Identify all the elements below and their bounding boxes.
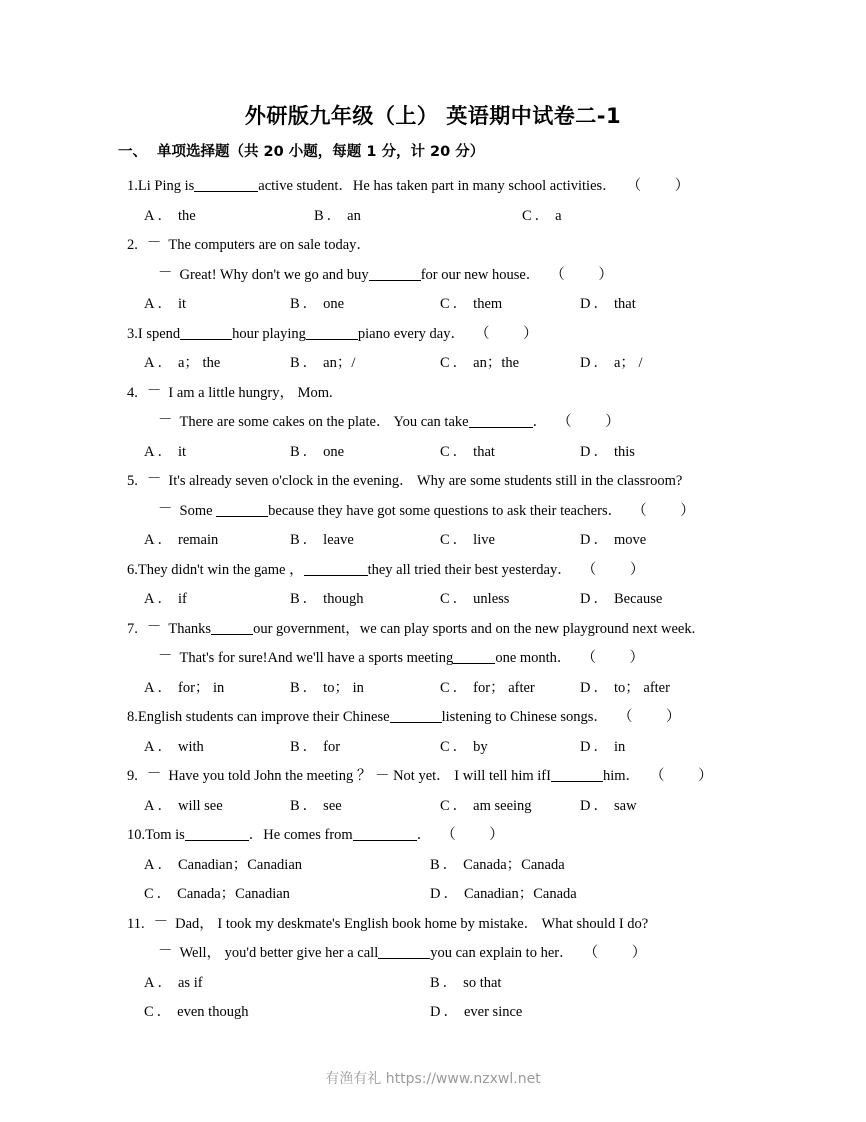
option-b[interactable] (290, 792, 342, 822)
question-line (118, 939, 758, 969)
question-text: him． (602, 768, 641, 784)
question-text: Li Ping is (137, 178, 195, 194)
question-text: Thanks (168, 620, 212, 637)
question-number: 6. (127, 561, 138, 578)
option-c[interactable] (440, 792, 532, 822)
option-a[interactable] (144, 349, 220, 379)
option-text: for； after (473, 679, 535, 696)
option-c[interactable] (440, 290, 502, 320)
option-text: an；the (473, 355, 520, 371)
answer-bracket: （ ） (617, 709, 696, 725)
option-label: A (144, 679, 155, 696)
option-label: C (440, 591, 450, 607)
option-separator: ． (452, 355, 468, 371)
option-separator: ． (302, 532, 318, 548)
dialog-dash-icon: － (146, 766, 162, 782)
option-text: move (613, 532, 647, 548)
option-label: D (580, 296, 591, 312)
question-number: 11. (127, 915, 145, 932)
option-text: by (473, 738, 488, 755)
option-label: D (580, 679, 591, 696)
option-c[interactable] (440, 526, 495, 556)
option-text: leave (323, 532, 354, 548)
option-label: D (580, 355, 591, 371)
answer-blank[interactable] (194, 191, 258, 192)
option-text: am seeing (473, 797, 532, 814)
question-number: 3. (127, 325, 138, 342)
answer-bracket: （ ） (474, 325, 553, 342)
question-line (118, 497, 758, 527)
option-label: C (440, 532, 450, 548)
option-label: A (144, 532, 155, 548)
option-d[interactable] (430, 880, 577, 910)
option-text: it (177, 443, 187, 460)
option-separator: ． (534, 207, 550, 224)
option-row (118, 290, 758, 320)
option-separator: ． (442, 856, 458, 873)
option-label: B (290, 738, 300, 755)
option-text: so that (463, 974, 502, 991)
option-separator: ． (443, 886, 458, 902)
option-d[interactable] (580, 585, 662, 615)
question-block (118, 379, 758, 468)
question-text: Well， you'd better give her a call (179, 945, 379, 961)
answer-blank[interactable] (353, 840, 417, 841)
option-separator: ． (302, 443, 318, 460)
option-text: live (473, 532, 495, 548)
option-separator: ． (326, 207, 342, 224)
question-block (118, 615, 758, 704)
option-label: A (144, 296, 155, 312)
option-separator: ． (302, 296, 318, 312)
question-block (118, 467, 758, 556)
option-separator: ． (302, 738, 318, 755)
option-separator: ． (157, 974, 172, 991)
option-c[interactable] (144, 880, 290, 910)
option-a[interactable] (144, 202, 196, 232)
option-label: A (144, 355, 155, 371)
option-separator: ． (442, 974, 458, 991)
option-separator: ． (302, 355, 318, 371)
question-block (118, 910, 758, 1028)
question-line (118, 615, 758, 645)
option-separator: ． (452, 532, 468, 548)
option-text: saw (613, 797, 637, 814)
question-line (118, 320, 758, 350)
answer-blank[interactable] (185, 840, 249, 841)
question-line (118, 231, 758, 261)
question-text: Some (179, 502, 217, 519)
option-a[interactable] (144, 733, 204, 763)
answer-blank[interactable] (211, 634, 253, 635)
option-b[interactable] (290, 290, 344, 320)
option-text: it (177, 296, 187, 312)
question-line (118, 821, 758, 851)
option-row (118, 792, 758, 822)
page-title: 外研版九年级（上） 英语期中试卷二-1 (244, 104, 622, 128)
option-b[interactable] (290, 733, 340, 763)
option-separator: ． (593, 797, 608, 814)
option-label: C (440, 443, 450, 460)
option-a[interactable] (144, 851, 302, 881)
option-text: to； after (613, 679, 670, 696)
option-text: Canada；Canadian (177, 886, 290, 902)
question-text: you can explain to her． (430, 945, 574, 961)
option-row (118, 202, 758, 232)
option-b[interactable] (430, 851, 565, 881)
option-text: see (323, 797, 342, 814)
option-row (118, 851, 758, 881)
option-text: a (555, 207, 562, 224)
option-separator: ． (593, 738, 608, 755)
option-separator: ． (157, 355, 172, 371)
question-line (118, 556, 758, 586)
option-label: D (580, 797, 591, 814)
option-label: D (580, 738, 591, 755)
answer-blank[interactable] (453, 663, 495, 664)
answer-bracket: （ ） (557, 414, 635, 430)
question-text: because they have got some questions to ask their teachers． (268, 502, 623, 519)
option-label: D (430, 1004, 441, 1020)
option-separator: ． (302, 679, 318, 696)
question-line (118, 261, 758, 291)
answer-blank[interactable] (378, 958, 430, 959)
answer-blank[interactable] (551, 781, 603, 782)
option-label: C (522, 207, 532, 224)
dialog-dash-icon: － (146, 471, 162, 487)
question-block (118, 172, 758, 231)
answer-blank[interactable] (306, 339, 358, 340)
option-row (118, 526, 758, 556)
option-label: D (580, 443, 591, 460)
option-a[interactable] (144, 674, 224, 704)
section-title: 单项选择题（共 20 小题，每题 1 分，计 20 分） (157, 144, 485, 160)
dialog-dash-icon: － (158, 412, 173, 428)
question-number: 4. (127, 384, 138, 401)
answer-blank[interactable] (180, 339, 232, 340)
question-number: 2. (127, 237, 138, 253)
option-text: the (177, 207, 196, 224)
question-number: 9. (127, 768, 138, 784)
option-text: Canadian；Canada (463, 886, 577, 902)
option-a[interactable] (144, 969, 203, 999)
question-text: I am a little hungry， Mom. (168, 384, 333, 401)
answer-bracket: （ ） (581, 650, 660, 666)
option-label: A (144, 207, 155, 224)
option-separator: ． (593, 296, 608, 312)
option-b[interactable] (290, 585, 363, 615)
question-line (118, 408, 758, 438)
question-text: they all tried their best yesterday． (367, 561, 572, 578)
option-label: C (440, 296, 450, 312)
option-label: B (290, 797, 300, 814)
option-d[interactable] (580, 438, 635, 468)
option-text: as if (177, 974, 203, 991)
question-text: listening to Chinese songs． (441, 709, 608, 725)
question-text: Have you told John the meeting ？ － Not yet． I will tell him ifI (168, 768, 551, 784)
question-block (118, 556, 758, 615)
option-separator: ． (593, 591, 608, 607)
question-number: 7. (127, 620, 138, 637)
option-d[interactable] (580, 792, 637, 822)
option-label: A (144, 974, 155, 991)
option-text: this (613, 443, 635, 460)
question-line (118, 762, 758, 792)
option-text: Canadian；Canadian (177, 856, 302, 873)
answer-blank[interactable] (469, 427, 533, 428)
option-d[interactable] (430, 998, 522, 1028)
option-c[interactable] (440, 585, 509, 615)
option-text: Canada；Canada (463, 856, 565, 873)
option-d[interactable] (580, 733, 625, 763)
option-label: B (430, 974, 440, 991)
option-label: A (144, 856, 155, 873)
option-label: B (290, 532, 300, 548)
question-number: 1. (127, 178, 138, 194)
option-row (118, 969, 758, 999)
question-line (118, 703, 758, 733)
question-block (118, 231, 758, 320)
exam-content (118, 140, 758, 1028)
option-separator: ． (157, 679, 172, 696)
dialog-dash-icon: － (146, 235, 162, 251)
option-b[interactable] (290, 349, 355, 379)
question-line (118, 172, 758, 202)
answer-bracket: （ ） (650, 768, 728, 784)
option-text: one (323, 296, 345, 312)
option-separator: ． (157, 797, 172, 814)
question-text: piano every day． (357, 325, 465, 342)
option-c[interactable] (440, 733, 488, 763)
option-separator: ． (157, 591, 172, 607)
option-text: a； / (613, 355, 643, 371)
option-a[interactable] (144, 290, 186, 320)
answer-bracket: （ ） (550, 266, 628, 283)
question-number: 5. (127, 473, 138, 489)
question-line (118, 467, 758, 497)
option-text: unless (473, 591, 510, 607)
question-number: 8. (127, 709, 138, 725)
dialog-dash-icon: － (146, 618, 162, 635)
question-text: ． (416, 827, 432, 843)
answer-blank[interactable] (369, 280, 421, 281)
option-text: will see (177, 797, 223, 814)
question-text: one month． (495, 650, 572, 666)
option-label: D (580, 532, 591, 548)
option-separator: ． (157, 207, 172, 224)
question-text: for our new house． (420, 266, 541, 283)
question-line (118, 910, 758, 940)
option-label: A (144, 591, 155, 607)
option-c[interactable] (440, 438, 495, 468)
option-text: for (323, 738, 341, 755)
option-separator: ． (302, 591, 318, 607)
question-block (118, 320, 758, 379)
answer-bracket: （ ） (626, 178, 705, 194)
option-a[interactable] (144, 438, 186, 468)
section-number: 一、 (118, 144, 147, 160)
option-d[interactable] (580, 674, 670, 704)
option-text: an；/ (323, 355, 356, 371)
option-label: C (440, 679, 450, 696)
question-text: Tom is (145, 827, 185, 843)
option-separator: ． (157, 443, 172, 460)
option-label: B (290, 591, 300, 607)
option-b[interactable] (290, 526, 354, 556)
option-separator: ． (302, 797, 318, 814)
option-text: a； the (177, 355, 221, 371)
option-text: them (473, 296, 503, 312)
question-text: The computers are on sale today． (168, 237, 371, 253)
option-label: B (290, 355, 300, 371)
option-row (118, 880, 758, 910)
question-text: It's already seven o'clock in the evening． Why are some students still in the classroom? (168, 473, 683, 489)
question-block (118, 762, 758, 821)
option-separator: ． (452, 679, 468, 696)
option-separator: ． (156, 886, 172, 902)
option-text: Because (613, 591, 663, 607)
option-c[interactable] (440, 349, 519, 379)
option-separator: ． (452, 797, 468, 814)
option-separator: ． (157, 856, 172, 873)
option-separator: ． (157, 296, 172, 312)
option-b[interactable] (430, 969, 501, 999)
option-d[interactable] (580, 349, 643, 379)
section-heading (118, 140, 758, 161)
answer-bracket: （ ） (632, 502, 710, 519)
question-text: They didn't win the game ， (137, 561, 304, 578)
option-separator: ． (452, 443, 468, 460)
answer-bracket: （ ） (441, 827, 519, 843)
question-list (118, 172, 758, 1028)
question-text: hour playing (232, 325, 306, 342)
option-label: B (290, 296, 300, 312)
option-c[interactable] (440, 674, 535, 704)
option-separator: ． (593, 443, 608, 460)
option-row (118, 438, 758, 468)
option-a[interactable] (144, 526, 218, 556)
option-d[interactable] (580, 526, 646, 556)
option-label: D (430, 886, 441, 902)
question-text: ． (532, 414, 548, 430)
option-label: C (144, 1004, 154, 1020)
question-number: 10. (127, 827, 146, 843)
option-separator: ． (593, 679, 608, 696)
option-label: D (580, 591, 591, 607)
option-label: A (144, 797, 155, 814)
answer-blank[interactable] (304, 575, 368, 576)
option-c[interactable] (522, 202, 562, 232)
question-text: That's for sure!And we'll have a sports meeting (179, 650, 454, 666)
option-text: even though (177, 1004, 249, 1020)
option-separator: ． (593, 355, 608, 371)
dialog-dash-icon: － (158, 648, 173, 664)
option-label: C (440, 738, 450, 755)
option-text: with (177, 738, 204, 755)
dialog-dash-icon: － (158, 500, 173, 517)
watermark: 有渔有礼 https://www.nzxwl.net (325, 1071, 541, 1087)
option-separator: ． (452, 296, 468, 312)
option-text: though (323, 591, 364, 607)
option-separator: ． (157, 738, 172, 755)
option-label: B (290, 679, 300, 696)
answer-blank[interactable] (216, 516, 268, 517)
option-separator: ． (156, 1004, 172, 1020)
option-separator: ． (157, 532, 172, 548)
option-label: A (144, 738, 155, 755)
question-line (118, 379, 758, 409)
option-row (118, 674, 758, 704)
option-separator: ． (452, 738, 468, 755)
option-label: C (440, 355, 450, 371)
option-text: for； in (177, 679, 225, 696)
option-label: C (440, 797, 450, 814)
option-row (118, 585, 758, 615)
option-text: that (473, 443, 495, 460)
question-block (118, 703, 758, 762)
option-b[interactable] (290, 674, 364, 704)
option-label: B (290, 443, 300, 460)
question-text: ．He comes from (248, 827, 353, 843)
option-text: one (323, 443, 345, 460)
option-text: ever since (463, 1004, 523, 1020)
option-a[interactable] (144, 585, 187, 615)
option-row (118, 349, 758, 379)
option-separator: ． (443, 1004, 458, 1020)
option-d[interactable] (580, 290, 636, 320)
dialog-dash-icon: － (158, 943, 173, 959)
option-label: C (144, 886, 154, 902)
option-text: in (613, 738, 626, 755)
option-row (118, 733, 758, 763)
option-label: B (430, 856, 440, 873)
question-text: I spend (137, 325, 181, 342)
question-text: There are some cakes on the plate． You can take (179, 414, 469, 430)
question-text: our government，we can play sports and on the new playground next week. (253, 620, 696, 637)
option-text: remain (177, 532, 219, 548)
option-text: an (347, 207, 361, 224)
option-a[interactable] (144, 792, 223, 822)
option-separator: ． (593, 532, 608, 548)
question-text: English students can improve their Chinese (137, 709, 390, 725)
question-block (118, 821, 758, 910)
question-text: active student．He has taken part in many school activities． (258, 178, 617, 194)
question-line (118, 644, 758, 674)
option-text: if (177, 591, 187, 607)
option-label: B (314, 207, 324, 224)
question-text: Great! Why don't we go and buy (179, 266, 369, 283)
answer-bracket: （ ） (583, 945, 662, 961)
option-b[interactable] (314, 202, 361, 232)
option-c[interactable] (144, 998, 248, 1028)
answer-bracket: （ ） (581, 561, 660, 578)
option-label: A (144, 443, 155, 460)
dialog-dash-icon: － (146, 382, 162, 399)
option-text: to； in (323, 679, 364, 696)
dialog-dash-icon: － (158, 264, 173, 281)
option-row (118, 998, 758, 1028)
option-text: that (613, 296, 636, 312)
option-b[interactable] (290, 438, 344, 468)
answer-blank[interactable] (390, 722, 442, 723)
option-separator: ． (452, 591, 468, 607)
dialog-dash-icon: － (153, 913, 169, 930)
question-text: Dad， I took my deskmate's English book home by mistake． What should I do? (175, 915, 649, 932)
